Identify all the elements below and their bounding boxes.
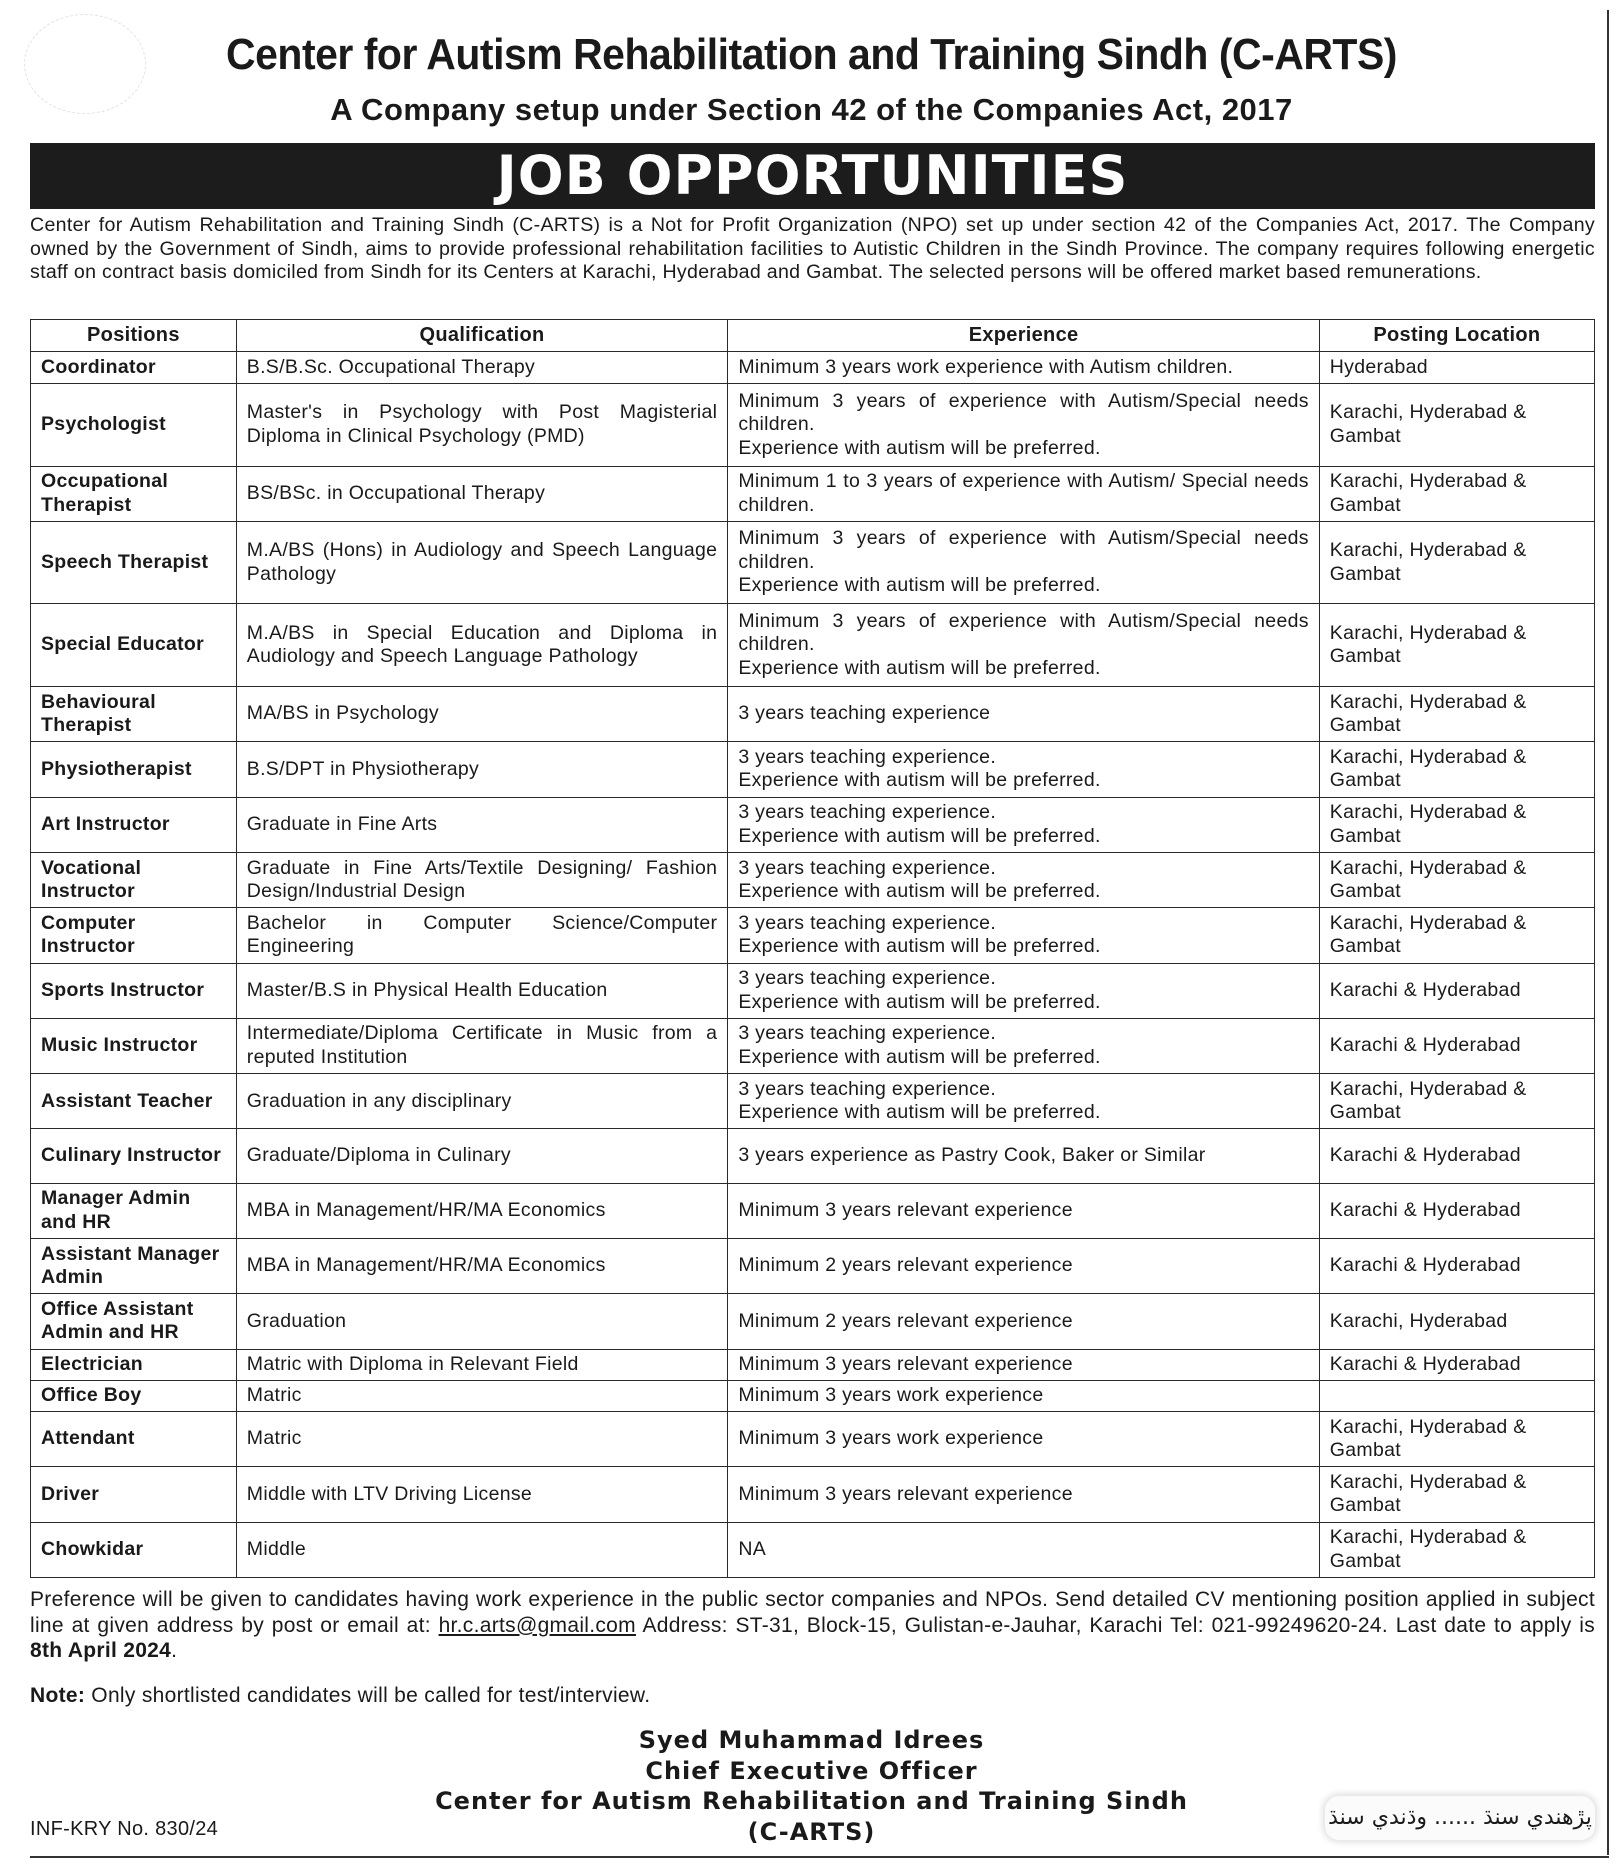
- email-link[interactable]: hr.c.arts@gmail.com: [438, 1613, 636, 1637]
- experience-cell: 3 years experience as Pastry Cook, Baker or Similar: [728, 1129, 1319, 1183]
- table-row: [31, 1074, 1595, 1129]
- table-row: [31, 963, 1595, 1018]
- location-cell: Karachi, Hyderabad & Gambat: [1319, 522, 1594, 604]
- position-cell: Assistant Manager Admin: [31, 1238, 237, 1293]
- location-cell: Karachi, Hyderabad: [1319, 1294, 1594, 1349]
- position-cell: Music Instructor: [31, 1018, 237, 1073]
- signatory-abbr: (C-ARTS): [747, 1817, 876, 1846]
- jobs-table: [30, 319, 1595, 1578]
- experience-cell: 3 years teaching experience. Experience with autism will be preferred.: [728, 963, 1319, 1018]
- qualification-cell: Matric: [236, 1411, 728, 1466]
- note-label: Note:: [30, 1684, 86, 1707]
- table-row: [31, 1183, 1595, 1238]
- location-cell: Karachi, Hyderabad & Gambat: [1319, 1411, 1594, 1466]
- table-header-row: [31, 320, 1595, 352]
- table-row: [31, 1522, 1595, 1577]
- position-cell: Special Educator: [31, 604, 237, 686]
- location-cell: Karachi, Hyderabad & Gambat: [1319, 466, 1594, 521]
- note-line: [30, 1684, 650, 1708]
- experience-cell: 3 years teaching experience. Experience with autism will be preferred.: [728, 1018, 1319, 1073]
- table-row: [31, 1349, 1595, 1380]
- qualification-cell: Graduation: [236, 1294, 728, 1349]
- experience-cell: Minimum 3 years work experience: [728, 1380, 1319, 1411]
- experience-cell: Minimum 3 years work experience: [728, 1411, 1319, 1466]
- experience-cell: Minimum 2 years relevant experience: [728, 1294, 1319, 1349]
- location-cell: Karachi & Hyderabad: [1319, 1183, 1594, 1238]
- experience-cell: 3 years teaching experience. Experience with autism will be preferred.: [728, 852, 1319, 907]
- qualification-cell: Graduate in Fine Arts: [236, 797, 728, 852]
- page-border-bottom: [30, 1856, 1609, 1858]
- jobs-table-body: [31, 352, 1595, 1578]
- qualification-cell: Graduate/Diploma in Culinary: [236, 1129, 728, 1183]
- qualification-cell: Matric with Diploma in Relevant Field: [236, 1349, 728, 1380]
- experience-cell: Minimum 1 to 3 years of experience with Autism/ Special needs children.: [728, 466, 1319, 521]
- table-row: [31, 852, 1595, 907]
- location-cell: Karachi, Hyderabad & Gambat: [1319, 604, 1594, 686]
- sindhi-slogan: پڙهندي سنڌ ...... وڌندي سنڌ: [1325, 1796, 1595, 1840]
- location-cell: Karachi & Hyderabad: [1319, 1129, 1594, 1183]
- location-cell: Karachi, Hyderabad & Gambat: [1319, 742, 1594, 797]
- table-row: [31, 1018, 1595, 1073]
- address-text: Address: ST-31, Block-15, Gulistan-e-Jauhar, Karachi Tel: 021-99249620-24. Last date to apply is: [635, 1613, 1595, 1637]
- position-cell: Psychologist: [31, 384, 237, 466]
- experience-cell: 3 years teaching experience. Experience with autism will be preferred.: [728, 797, 1319, 852]
- preference-text: Preference will be given to candidates having work experience in the public sector companies and NPOs. Send detailed CV mentioning position applied in subject line at given address by post or email at:: [30, 1588, 1595, 1637]
- position-cell: Attendant: [31, 1411, 237, 1466]
- closing-period: .: [171, 1639, 178, 1662]
- table-row: [31, 384, 1595, 466]
- qualification-cell: Matric: [236, 1380, 728, 1411]
- table-row: [31, 1238, 1595, 1293]
- job-opportunities-banner: JOB OPPORTUNITIES: [30, 143, 1595, 209]
- page-border-right: [1607, 10, 1609, 1855]
- table-row: [31, 742, 1595, 797]
- experience-cell: Minimum 3 years relevant experience: [728, 1467, 1319, 1522]
- location-cell: Karachi, Hyderabad & Gambat: [1319, 908, 1594, 963]
- qualification-cell: Graduate in Fine Arts/Textile Designing/ Fashion Design/Industrial Design: [236, 852, 728, 907]
- table-row: [31, 1294, 1595, 1349]
- location-cell: Karachi, Hyderabad & Gambat: [1319, 1074, 1594, 1129]
- signatory-name: Syed Muhammad Idrees: [638, 1726, 985, 1754]
- position-cell: Vocational Instructor: [31, 852, 237, 907]
- position-cell: Computer Instructor: [31, 908, 237, 963]
- table-row: [31, 1129, 1595, 1183]
- table-row: [31, 522, 1595, 604]
- position-cell: Driver: [31, 1467, 237, 1522]
- table-row: [31, 1467, 1595, 1522]
- qualification-cell: MBA in Management/HR/MA Economics: [236, 1238, 728, 1293]
- experience-cell: Minimum 3 years relevant experience: [728, 1349, 1319, 1380]
- qualification-cell: MBA in Management/HR/MA Economics: [236, 1183, 728, 1238]
- position-cell: Assistant Teacher: [31, 1074, 237, 1129]
- position-cell: Office Assistant Admin and HR: [31, 1294, 237, 1349]
- signatory-title: Chief Executive Officer: [645, 1756, 978, 1785]
- experience-cell: Minimum 3 years relevant experience: [728, 1183, 1319, 1238]
- qualification-cell: Bachelor in Computer Science/Computer Engineering: [236, 908, 728, 963]
- reference-number: INF-KRY No. 830/24: [30, 1818, 219, 1840]
- location-cell: Karachi, Hyderabad & Gambat: [1319, 1467, 1594, 1522]
- position-cell: Office Boy: [31, 1380, 237, 1411]
- location-cell: Karachi & Hyderabad: [1319, 1018, 1594, 1073]
- position-cell: Manager Admin and HR: [31, 1183, 237, 1238]
- experience-cell: 3 years teaching experience. Experience with autism will be preferred.: [728, 908, 1319, 963]
- note-text: Only shortlisted candidates will be called for test/interview.: [85, 1684, 651, 1707]
- position-cell: Occupational Therapist: [31, 466, 237, 521]
- position-cell: Electrician: [31, 1349, 237, 1380]
- ad-title: Center for Autism Rehabilitation and Training Sindh (C-ARTS): [226, 30, 1397, 79]
- location-cell: Hyderabad: [1319, 352, 1594, 384]
- experience-cell: 3 years teaching experience: [728, 686, 1319, 741]
- experience-cell: 3 years teaching experience. Experience with autism will be preferred.: [728, 1074, 1319, 1129]
- qualification-cell: BS/BSc. in Occupational Therapy: [236, 466, 728, 521]
- location-cell: Karachi, Hyderabad & Gambat: [1319, 1522, 1594, 1577]
- ad-subtitle: A Company setup under Section 42 of the Companies Act, 2017: [330, 92, 1293, 127]
- location-cell: [1319, 1380, 1594, 1411]
- experience-cell: Minimum 3 years of experience with Autism/Special needs children. Experience with autism will be preferred.: [728, 522, 1319, 604]
- position-cell: Coordinator: [31, 352, 237, 384]
- position-cell: Speech Therapist: [31, 522, 237, 604]
- location-cell: Karachi & Hyderabad: [1319, 1349, 1594, 1380]
- last-date: 8th April 2024: [30, 1639, 172, 1662]
- table-row: [31, 1380, 1595, 1411]
- qualification-cell: Master/B.S in Physical Health Education: [236, 963, 728, 1018]
- table-row: [31, 686, 1595, 741]
- position-cell: Art Instructor: [31, 797, 237, 852]
- signatory-org: Center for Autism Rehabilitation and Training Sindh: [435, 1787, 1188, 1815]
- experience-cell: Minimum 3 years work experience with Autism children.: [728, 352, 1319, 384]
- position-cell: Behavioural Therapist: [31, 686, 237, 741]
- table-row: [31, 1411, 1595, 1466]
- header-experience: Experience: [728, 320, 1319, 352]
- table-row: [31, 352, 1595, 384]
- header-positions: Positions: [31, 320, 237, 352]
- table-row: [31, 908, 1595, 963]
- experience-cell: Minimum 2 years relevant experience: [728, 1238, 1319, 1293]
- qualification-cell: MA/BS in Psychology: [236, 686, 728, 741]
- location-cell: Karachi, Hyderabad & Gambat: [1319, 797, 1594, 852]
- application-instructions: [30, 1587, 1595, 1664]
- position-cell: Culinary Instructor: [31, 1129, 237, 1183]
- qualification-cell: M.A/BS (Hons) in Audiology and Speech Language Pathology: [236, 522, 728, 604]
- position-cell: Chowkidar: [31, 1522, 237, 1577]
- experience-cell: Minimum 3 years of experience with Autism/Special needs children. Experience with autism will be preferred.: [728, 604, 1319, 686]
- qualification-cell: Graduation in any disciplinary: [236, 1074, 728, 1129]
- qualification-cell: Middle with LTV Driving License: [236, 1467, 728, 1522]
- experience-cell: NA: [728, 1522, 1319, 1577]
- header-posting-location: Posting Location: [1319, 320, 1594, 352]
- location-cell: Karachi & Hyderabad: [1319, 1238, 1594, 1293]
- position-cell: Sports Instructor: [31, 963, 237, 1018]
- qualification-cell: B.S/B.Sc. Occupational Therapy: [236, 352, 728, 384]
- experience-cell: 3 years teaching experience. Experience with autism will be preferred.: [728, 742, 1319, 797]
- position-cell: Physiotherapist: [31, 742, 237, 797]
- location-cell: Karachi, Hyderabad & Gambat: [1319, 852, 1594, 907]
- location-cell: Karachi, Hyderabad & Gambat: [1319, 384, 1594, 466]
- table-row: [31, 797, 1595, 852]
- qualification-cell: Master's in Psychology with Post Magisterial Diploma in Clinical Psychology (PMD): [236, 384, 728, 466]
- header-qualification: Qualification: [236, 320, 728, 352]
- intro-paragraph: Center for Autism Rehabilitation and Training Sindh (C-ARTS) is a Not for Profit Organization (NPO) set up under section 42 of the Companies Act, 2017. The Company owned by the Government of Sindh, aims to provide professional rehabilitation facilities to Autistic Children in the Sindh Province. The company requires following energetic staff on contract basis domiciled from Sindh for its Centers at Karachi, Hyderabad and Gambat. The selected persons will be offered market based remunerations.: [30, 214, 1595, 283]
- qualification-cell: Intermediate/Diploma Certificate in Music from a reputed Institution: [236, 1018, 728, 1073]
- experience-cell: Minimum 3 years of experience with Autism/Special needs children. Experience with autism will be preferred.: [728, 384, 1319, 466]
- qualification-cell: M.A/BS in Special Education and Diploma in Audiology and Speech Language Pathology: [236, 604, 728, 686]
- table-row: [31, 604, 1595, 686]
- qualification-cell: B.S/DPT in Physiotherapy: [236, 742, 728, 797]
- qualification-cell: Middle: [236, 1522, 728, 1577]
- location-cell: Karachi, Hyderabad & Gambat: [1319, 686, 1594, 741]
- table-row: [31, 466, 1595, 521]
- location-cell: Karachi & Hyderabad: [1319, 963, 1594, 1018]
